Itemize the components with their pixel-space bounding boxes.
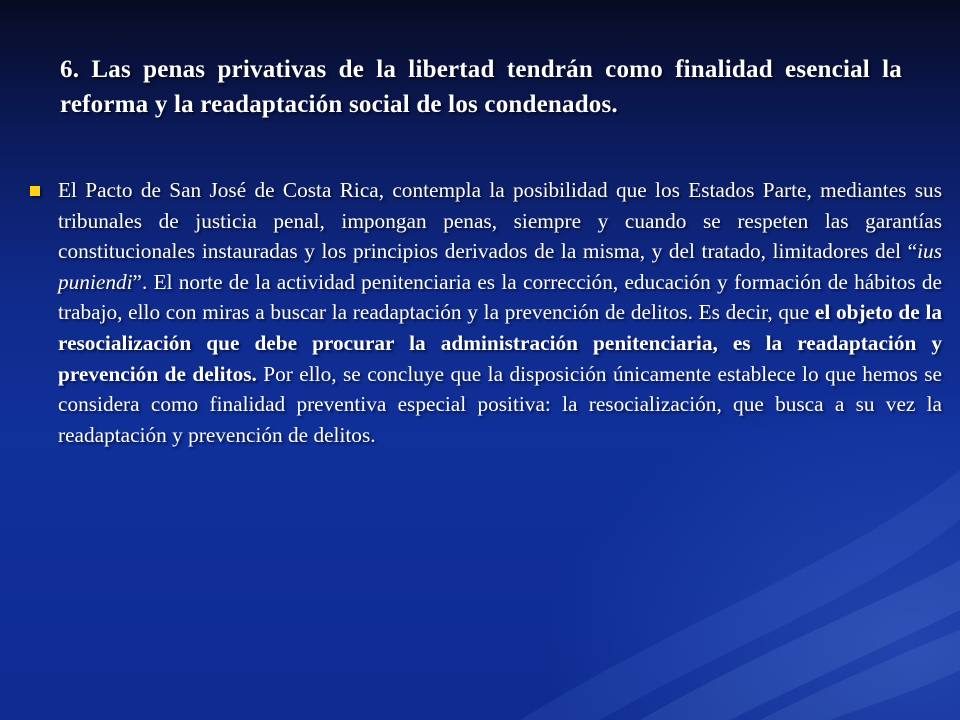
bullet-text-part1: El Pacto de San José de Costa Rica, contempla la posibilidad que los Estados Parte, mediantes sus tribunales de justicia penal, impongan penas, siempre y cuando se respeten las garantías constitucionales instauradas y los principios derivados de la misma, y del tratado, limitadores del “: [58, 178, 942, 264]
bullet-italic-term: ius puniendi: [58, 239, 942, 294]
slide-title: 6. Las penas privativas de la libertad tendrán como finalidad esencial la reforma y la readaptación social de los condenados.: [60, 56, 902, 118]
bullet-list: [30, 175, 942, 450]
bullet-item: [30, 175, 942, 450]
square-bullet-icon: [30, 186, 40, 196]
bullet-bold-phrase: el objeto de la resocialización que debe procurar la administración penitenciaria, es la readaptación y prevención de delitos.: [58, 300, 943, 386]
bullet-text-part3: Por ello, se concluye que la disposición únicamente establece lo que hemos se considera como finalidad preventiva especial positiva: la resocialización, que busca a su vez la readaptación y prevención de delitos.: [58, 361, 943, 447]
bullet-text-part2: ”. El norte de la actividad penitenciaria es la corrección, educación y formación de hábitos de trabajo, ello con miras a buscar la readaptación y la prevención de delitos. Es decir, que: [58, 269, 942, 325]
